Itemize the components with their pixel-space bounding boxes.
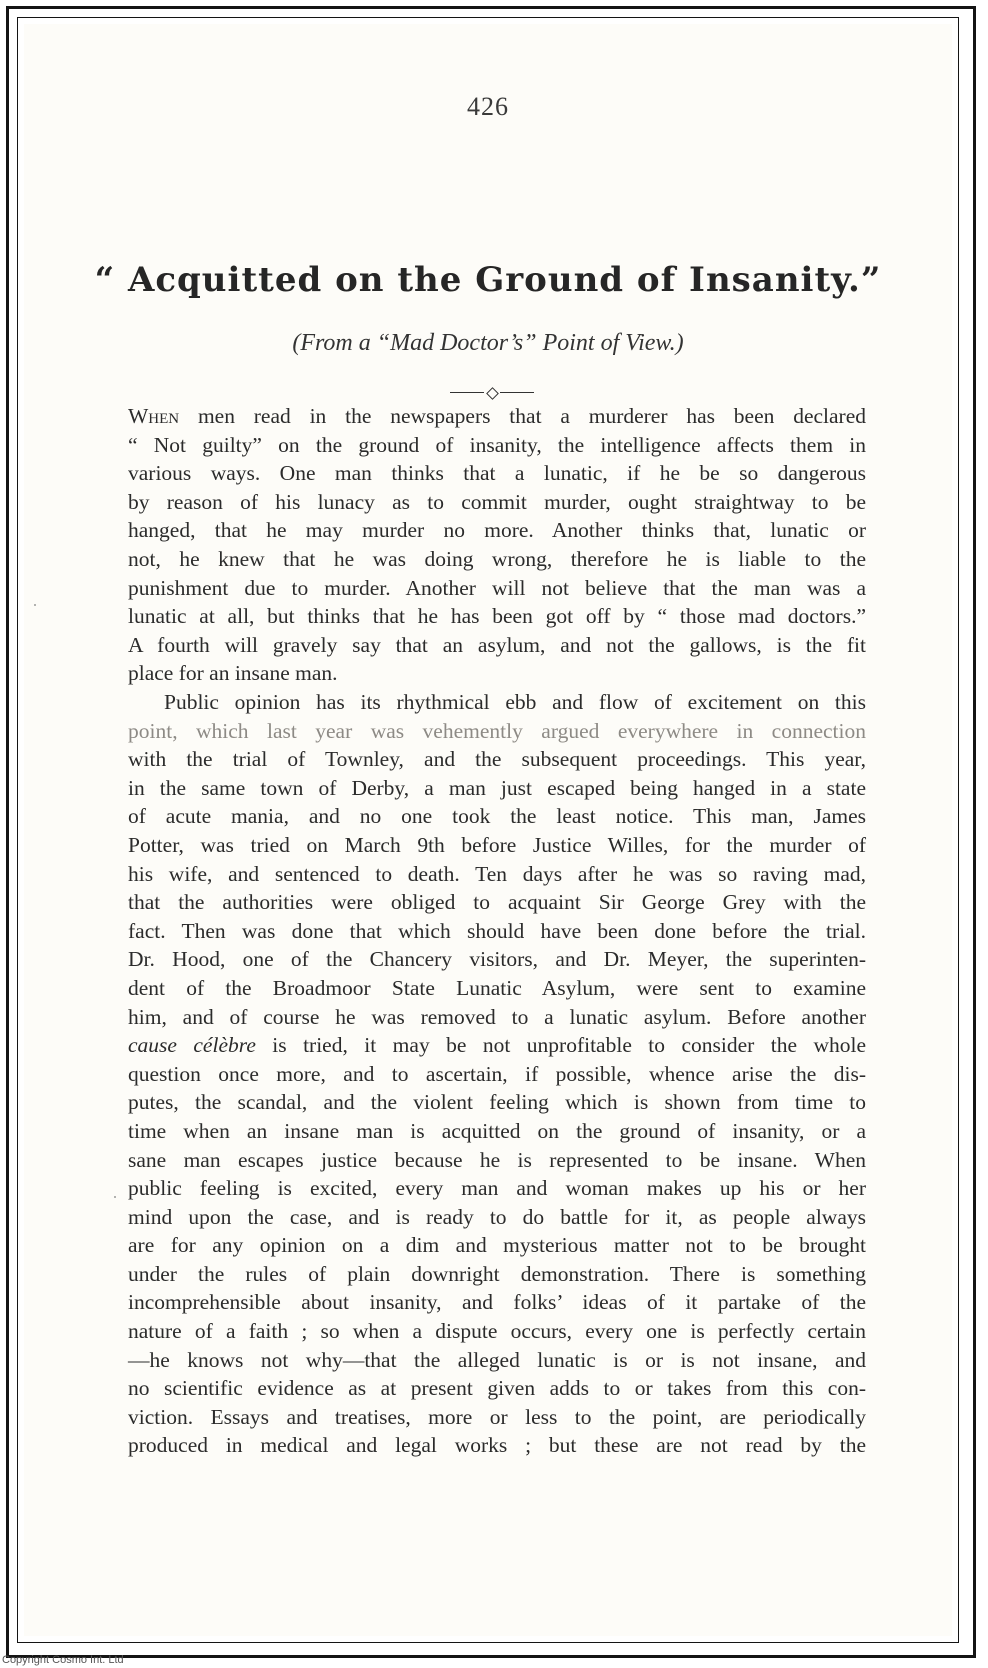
paragraph-2-line: him, and of course he was removed to a lunatic asylum. Before another bbox=[128, 1004, 866, 1029]
paragraph-2-line: of acute mania, and no one took the least notice. This man, James bbox=[128, 804, 866, 829]
paragraph-2-line: time when an insane man is acquitted on the ground of insanity, or a bbox=[128, 1118, 866, 1143]
paragraph-2-line: with the trial of Townley, and the subsequent proceedings. This year, bbox=[128, 747, 866, 772]
paper-speck bbox=[114, 1196, 116, 1198]
paragraph-1-line bbox=[128, 402, 866, 431]
paragraph-1 bbox=[128, 402, 866, 688]
paragraph-2-line: Potter, was tried on March 9th before Justice Willes, for the murder of bbox=[128, 832, 866, 857]
paragraph-2-line: sane man escapes justice because he is represented to be insane. When bbox=[128, 1147, 866, 1172]
paragraph-2-line: fact. Then was done that which should have been done before the trial. bbox=[128, 918, 866, 943]
title-ornament-divider bbox=[450, 388, 534, 398]
ornament-line-left bbox=[450, 392, 484, 393]
paragraph-2-line: nature of a faith ; so when a dispute occurs, every one is perfectly certain bbox=[128, 1319, 866, 1344]
paragraph-1-line: not, he knew that he was doing wrong, therefore he is liable to the bbox=[128, 546, 866, 571]
copyright-footer: Copyright Cosmo Int. Ltd bbox=[2, 1654, 124, 1666]
paragraph-1-line: hanged, that he may murder no more. Another thinks that, lunatic or bbox=[128, 518, 866, 543]
paragraph-2-line: incomprehensible about insanity, and folks’ ideas of it partake of the bbox=[128, 1290, 866, 1315]
page-number: 426 bbox=[467, 92, 509, 121]
line-text: is tried, it may be not unprofitable to consider the whole bbox=[255, 1033, 866, 1058]
paragraph-2-line: Dr. Hood, one of the Chancery visitors, and Dr. Meyer, the superinten- bbox=[128, 947, 866, 972]
paragraph-2-line: are for any opinion on a dim and mysterious matter not to be brought bbox=[128, 1233, 866, 1258]
paragraph-1-line: punishment due to murder. Another will not believe that the man was a bbox=[128, 575, 866, 600]
paragraph-1-line: place for an insane man. bbox=[128, 661, 338, 686]
paragraph-2-line: his wife, and sentenced to death. Ten days after he was so raving mad, bbox=[128, 861, 866, 886]
paragraph-2-line: public feeling is excited, every man and woman makes up his or her bbox=[128, 1176, 866, 1201]
line-text: men read in the newspapers that a murderer has been declared bbox=[179, 404, 866, 428]
paragraph-2-line bbox=[128, 1031, 866, 1060]
paragraph-2-line: mind upon the case, and is ready to do battle for it, as people always bbox=[128, 1204, 866, 1229]
document-page bbox=[24, 24, 952, 1636]
paragraph-2-line: no scientific evidence as at present given adds to or takes from this con- bbox=[128, 1376, 866, 1401]
ornament-line-right bbox=[500, 392, 534, 393]
paragraph-2-line: viction. Essays and treatises, more or less to the point, are periodically bbox=[128, 1404, 866, 1429]
paragraph-2-line: in the same town of Derby, a man just escaped being hanged in a state bbox=[128, 775, 866, 800]
lead-word: When bbox=[128, 404, 180, 428]
paragraph-2-line: —he knows not why—that the alleged lunatic is or is not insane, and bbox=[128, 1347, 866, 1372]
paragraph-1-line: various ways. One man thinks that a lunatic, if he be so dangerous bbox=[128, 461, 866, 486]
paragraph-2-line: point, which last year was vehemently argued everywhere in connection bbox=[128, 718, 866, 743]
article-subtitle: (From a “Mad Doctor’s” Point of View.) bbox=[292, 330, 684, 356]
paragraph-1-line: by reason of his lunacy as to commit murder, ought straightway to be bbox=[128, 489, 866, 514]
paragraph-2-line: that the authorities were obliged to acquaint Sir George Grey with the bbox=[128, 890, 866, 915]
paragraph-2-line: under the rules of plain downright demonstration. There is something bbox=[128, 1261, 866, 1286]
paragraph-1-line: “ Not guilty” on the ground of insanity, the intelligence affects them in bbox=[128, 432, 866, 457]
paragraph-2-line: putes, the scandal, and the violent feeling which is shown from time to bbox=[128, 1090, 866, 1115]
paragraph-2-line: Public opinion has its rhythmical ebb and flow of excitement on this bbox=[164, 690, 866, 714]
article-title: “ Acquitted on the Ground of Insanity.” bbox=[94, 260, 882, 300]
paragraph-1-line: lunatic at all, but thinks that he has been got off by “ those mad doctors.” bbox=[128, 604, 866, 629]
paragraph-2-line: dent of the Broadmoor State Lunatic Asylum, were sent to examine bbox=[128, 975, 866, 1000]
paragraph-2-line: produced in medical and legal works ; but these are not read by the bbox=[128, 1433, 866, 1458]
paper-speck bbox=[34, 604, 36, 606]
paragraph-2 bbox=[128, 688, 866, 1460]
paragraph-1-line: A fourth will gravely say that an asylum, and not the gallows, is the fit bbox=[128, 632, 866, 657]
paragraph-2-line: question once more, and to ascertain, if possible, whence arise the dis- bbox=[128, 1061, 866, 1086]
italic-phrase: cause célèbre bbox=[128, 1033, 256, 1058]
ornament-diamond-icon bbox=[486, 387, 499, 400]
